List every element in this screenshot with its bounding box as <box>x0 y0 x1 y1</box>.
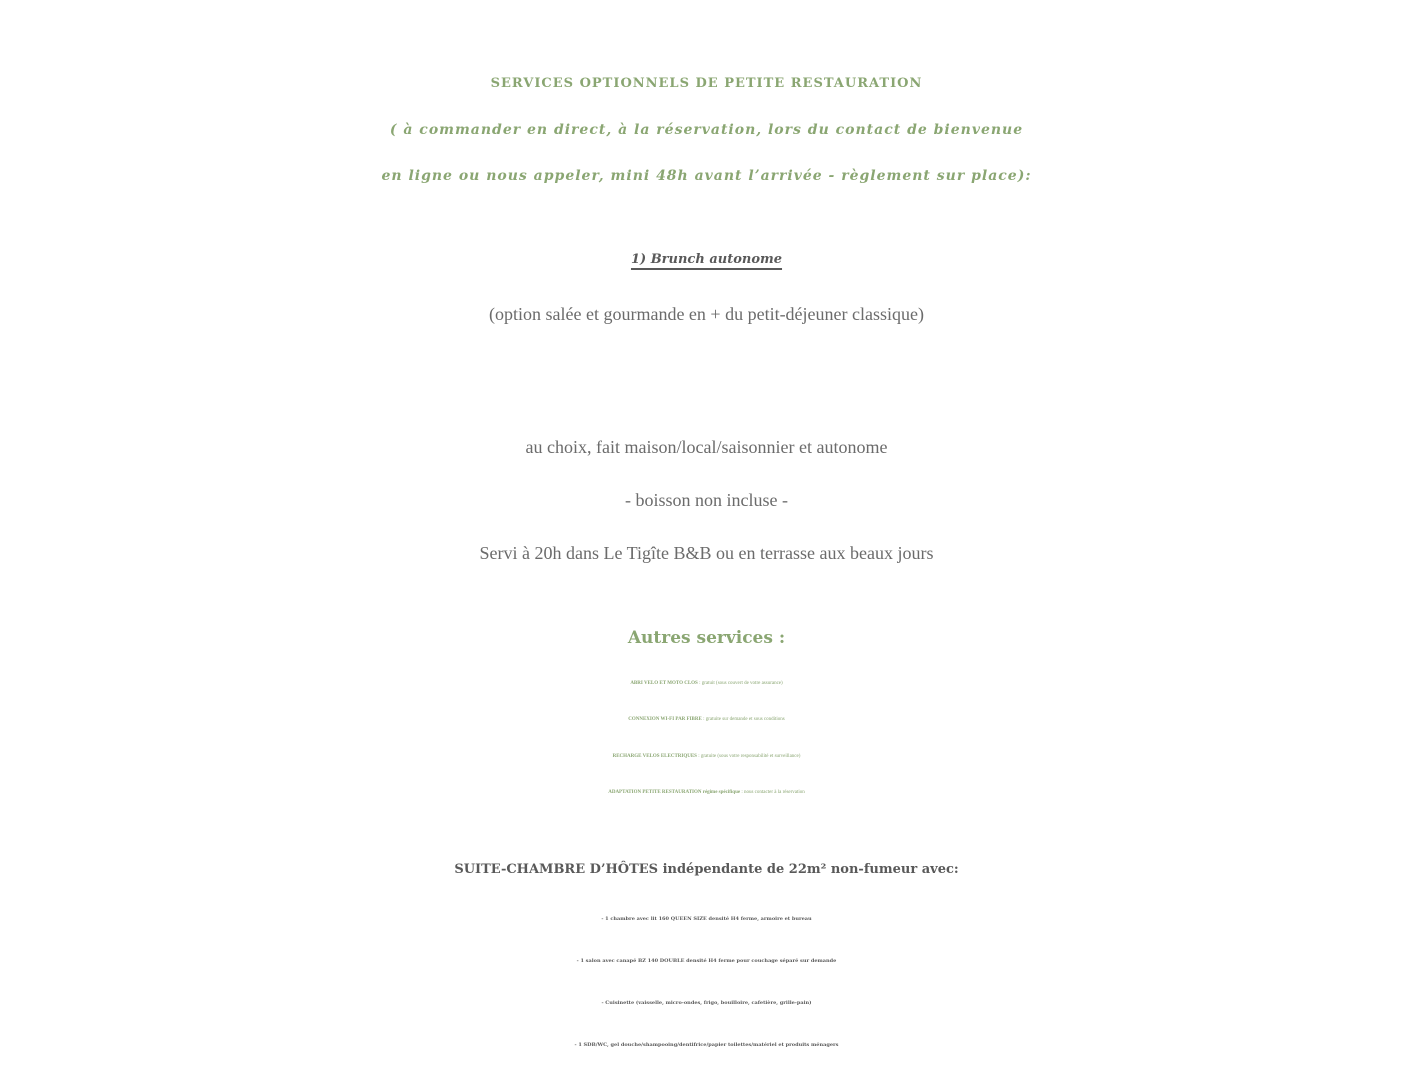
service-value: nous contacter à la réservation <box>743 790 805 795</box>
suite-feature: - 1 salon avec canapé BZ 140 DOUBLE densité H4 ferme pour couchage séparé sur demande <box>576 958 837 964</box>
option2-line3: Servi à 20h dans Le Tigîte B&B ou en terrasse aux beaux jours <box>479 543 934 563</box>
service-separator: : <box>701 717 706 722</box>
option1-description: (option salée et gourmande en + du petit-déjeuner classique) <box>489 304 924 324</box>
service-item <box>0 717 1413 722</box>
service-label: ABRI VELO ET MOTO CLOS <box>630 681 698 686</box>
suite-feature: - 1 chambre avec lit 160 QUEEN SIZE densité H4 ferme, armoire et bureau <box>601 916 812 922</box>
suite-title: SUITE-CHAMBRE D’HÔTES indépendante de 22m² non-fumeur avec: <box>454 862 959 877</box>
autres-services-title: Autres services : <box>627 628 786 648</box>
service-item <box>0 681 1413 686</box>
services-title: SERVICES OPTIONNELS DE PETITE RESTAURATION <box>490 76 923 91</box>
service-separator: : <box>696 754 701 759</box>
service-label: CONNEXION WI-FI PAR FIBRE <box>628 717 702 722</box>
service-item <box>0 790 1413 795</box>
service-label: RECHARGE VELOS ELECTRIQUES <box>612 754 697 759</box>
service-separator: : <box>740 790 744 795</box>
service-value: gratuite sur demande et sous conditions <box>705 717 785 722</box>
suite-feature: - Cuisinette (vaisselle, micro-ondes, frigo, bouilloire, cafetière, grille-pain) <box>601 1000 812 1006</box>
service-label: ADAPTATION PETITE RESTAURATION régime spécifique <box>608 790 741 795</box>
service-separator: : <box>697 681 702 686</box>
service-item <box>0 754 1413 759</box>
option2-line2: - boisson non incluse - <box>625 490 788 510</box>
option2-line1: au choix, fait maison/local/saisonnier et autonome <box>525 437 888 457</box>
option1-title: 1) Brunch autonome <box>630 252 783 267</box>
services-subtitle-line1: ( à commander en direct, à la réservation, lors du contact de bienvenue <box>389 122 1024 138</box>
service-value: gratuite (sous votre responsabilité et surveillance) <box>700 754 801 759</box>
services-subtitle-line2: en ligne ou nous appeler, mini 48h avant l’arrivée - règlement sur place): <box>381 168 1032 184</box>
service-value: gratuit (sous couvert de votre assurance) <box>701 681 783 686</box>
suite-feature: - 1 SDB/WC, gel douche/shampooing/dentifrice/papier toilettes/matériel et produits ménagers <box>574 1042 839 1048</box>
